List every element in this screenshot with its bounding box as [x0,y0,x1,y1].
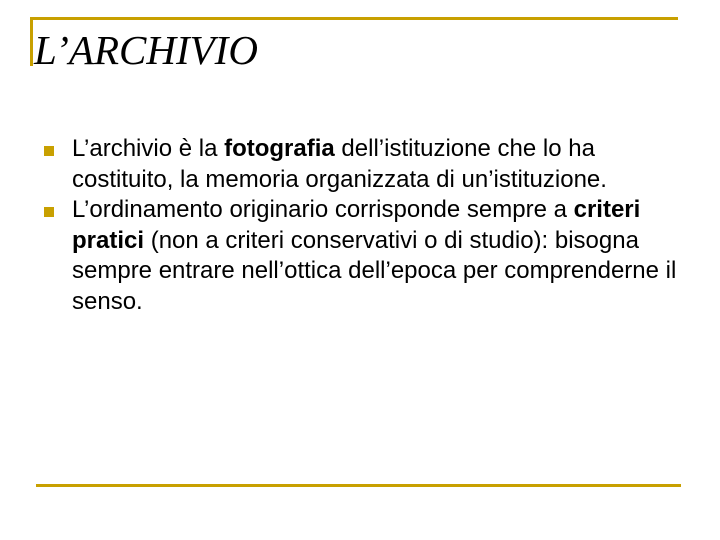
bullet-text-before: L’archivio è la [72,135,225,162]
bullet-list [44,134,690,317]
bullet-text-before: L’ordinamento originario corrisponde sempre a [72,196,574,223]
bullet-text-after: dell’istituzione che lo ha costituito, la memoria organizzata di un’istituzione. [72,135,607,193]
slide-title: L’ARCHIVIO [34,27,258,73]
frame-top-rule [30,17,678,20]
frame-left-rule [30,17,33,66]
frame-bottom-rule [36,484,681,487]
square-bullet-icon [44,207,54,217]
bullet-text-after: (non a criteri conservativi o di studio): bisogna sempre entrare nell’ottica dell’epoca per comprenderne il senso. [72,226,677,315]
square-bullet-icon [44,146,54,156]
bullet-item [44,134,690,195]
bullet-text-bold: criteri pratici [72,196,641,254]
bullet-text-bold: fotografia [224,135,335,162]
bullet-item [44,195,690,317]
